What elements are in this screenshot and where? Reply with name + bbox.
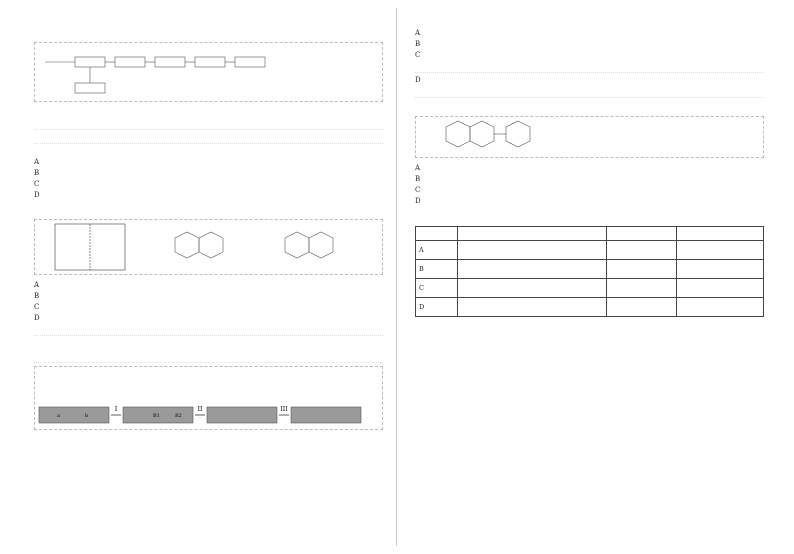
q9-stem: [34, 205, 383, 216]
table-header-row: [416, 227, 764, 241]
q9-battery-diagram: [34, 219, 383, 275]
table-cell-phenomenon: [607, 298, 677, 317]
table-cell-option: B: [416, 260, 458, 279]
q8-choice-a[interactable]: A: [34, 158, 40, 166]
table-cell-method: [457, 279, 607, 298]
q10-mechanism-diagram: [34, 366, 383, 430]
q10-choice-a[interactable]: A: [415, 29, 421, 37]
q11-stem: [415, 102, 764, 113]
table-header: [676, 227, 763, 241]
question-12: [415, 211, 764, 317]
q8-note-line: [34, 118, 383, 130]
q11-choice-c[interactable]: C: [415, 186, 421, 194]
stage-label: II: [197, 406, 203, 413]
table-cell-option: D: [416, 298, 458, 317]
q9-choice-c[interactable]: C: [34, 303, 40, 311]
table-cell-conclusion: [676, 241, 763, 260]
q8-stem: [34, 28, 383, 39]
question-8: [34, 28, 383, 201]
q9-choice-b[interactable]: B: [34, 292, 40, 300]
q8-choice-c[interactable]: C: [34, 180, 40, 188]
q10-stem: [34, 340, 383, 351]
stage-label: I: [114, 406, 118, 413]
q8-prompt: [34, 146, 383, 157]
question-9: [34, 205, 383, 336]
question-10: [34, 340, 383, 430]
q10-choice-c-continuation: [415, 61, 764, 73]
table-cell-method: [457, 260, 607, 279]
table-cell-phenomenon: [607, 260, 677, 279]
q10-choice-b[interactable]: B: [415, 40, 421, 48]
site-label: a: [57, 413, 60, 419]
table-cell-conclusion: [676, 298, 763, 317]
table-cell-phenomenon: [607, 241, 677, 260]
q9-continuation-line: [34, 324, 383, 336]
q10-choice-d[interactable]: D: [415, 76, 421, 84]
q10-stem-line: [34, 351, 383, 363]
table-row: [416, 298, 764, 317]
right-page: [397, 0, 794, 554]
q8-note: [34, 107, 383, 118]
table-cell-method: [457, 241, 607, 260]
q12-stem: [415, 211, 764, 222]
question-10-choices: [415, 28, 764, 98]
q8-choice-d[interactable]: D: [34, 191, 40, 199]
table-row: [416, 279, 764, 298]
q11-structure-diagram: [415, 116, 764, 158]
right-column: [415, 28, 764, 321]
q12-results-table: [415, 226, 764, 317]
table-header: [416, 227, 458, 241]
table-row: [416, 260, 764, 279]
q8-flowchart: [34, 42, 383, 102]
q11-choice-a[interactable]: A: [415, 164, 421, 172]
q11-choice-d[interactable]: D: [415, 197, 421, 205]
q8-note-line: [34, 132, 383, 144]
table-cell-option: A: [416, 241, 458, 260]
left-column: [34, 28, 383, 435]
table-cell-method: [457, 298, 607, 317]
q9-choice-a[interactable]: A: [34, 281, 40, 289]
table-row: [416, 241, 764, 260]
q10-choice-c[interactable]: C: [415, 51, 421, 59]
site-label: b: [85, 413, 89, 419]
q8-choice-b[interactable]: B: [34, 169, 40, 177]
table-header: [457, 227, 607, 241]
table-cell-conclusion: [676, 260, 763, 279]
q11-choice-b[interactable]: B: [415, 175, 421, 183]
table-cell-option: C: [416, 279, 458, 298]
table-header: [607, 227, 677, 241]
table-cell-phenomenon: [607, 279, 677, 298]
site-label: B1: [153, 413, 160, 419]
site-label: B2: [175, 413, 182, 419]
table-cell-conclusion: [676, 279, 763, 298]
stage-label: III: [280, 406, 288, 413]
q10-choice-d-continuation: [415, 86, 764, 98]
q9-choice-d[interactable]: D: [34, 314, 40, 322]
question-11: [415, 102, 764, 207]
